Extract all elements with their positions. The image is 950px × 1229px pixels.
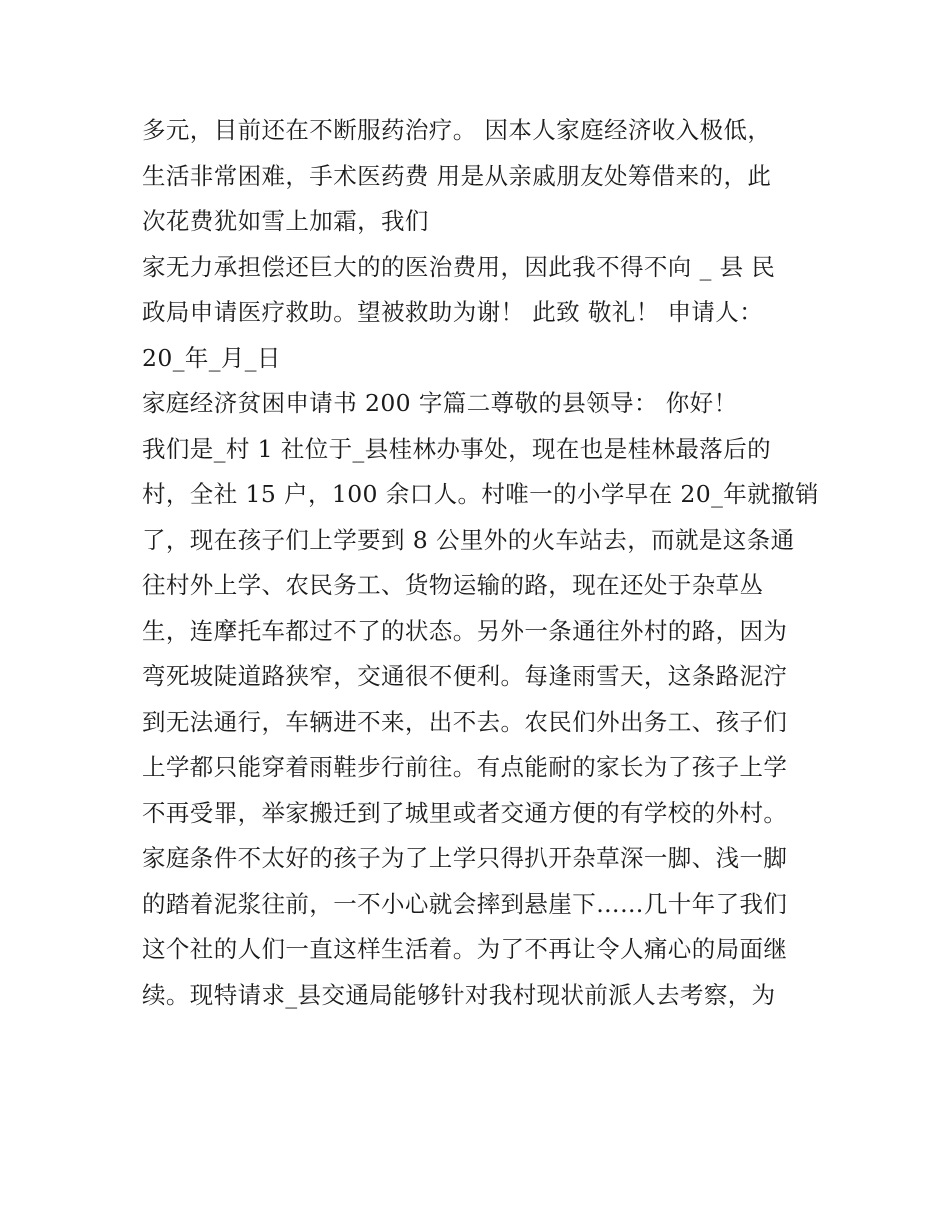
text-line: 续。现特请求_县交通局能够针对我村现状前派人去考察，为 — [142, 980, 776, 1009]
text-line: 生，连摩托车都过不了的状态。另外一条通往外村的路，因为 — [142, 616, 788, 645]
body-text — [142, 108, 822, 1018]
text-line: 次花费犹如雪上加霜，我们 — [142, 207, 429, 235]
text-line: 到无法通行，车辆进不来，出不去。农民们外出务工、孩子们 — [142, 707, 788, 736]
date-line: 20_年_月_日 — [142, 343, 281, 372]
section-heading: 家庭经济贫困申请书 200 字篇二尊敬的县领导： 你好！ — [142, 389, 738, 417]
text-line: 的踏着泥浆往前，一不小心就会摔到悬崖下……几十年了我们 — [142, 889, 788, 918]
text-line: 家无力承担偿还巨大的的医治费用，因此我不得不向 _ 县 民 — [142, 252, 776, 281]
text-line: 生活非常困难，手术医药费 用是从亲戚朋友处筹借来的，此 — [142, 161, 772, 190]
text-line: 这个社的人们一直这样生活着。为了不再让令人痛心的局面继 — [142, 935, 788, 963]
text-line: 上学都只能穿着雨鞋步行前往。有点能耐的家长为了孩子上学 — [142, 753, 788, 781]
text-line: 政局申请医疗救助。望被救助为谢！ 此致 敬礼！ 申请人： — [142, 298, 764, 326]
text-line: 不再受罪，举家搬迁到了城里或者交通方便的有学校的外村。 — [142, 798, 788, 827]
text-line: 我们是_村 1 社位于_县桂林办事处，现在也是桂林最落后的 — [142, 434, 771, 463]
text-line: 了，现在孩子们上学要到 8 公里外的火车站去，而就是这条通 — [142, 525, 795, 554]
text-line: 家庭条件不太好的孩子为了上学只得扒开杂草深一脚、浅一脚 — [142, 844, 788, 872]
text-line: 村，全社 15 户，100 余口人。村唯一的小学早在 20_年就撤销 — [142, 480, 819, 508]
text-line: 往村外上学、农民务工、货物运输的路，现在还处于杂草丛 — [142, 571, 764, 599]
text-line: 弯死坡陡道路狭窄，交通很不便利。每逢雨雪天，这条路泥泞 — [142, 662, 788, 690]
text-line: 多元，目前还在不断服药治疗。 因本人家庭经济收入极低， — [142, 116, 772, 144]
